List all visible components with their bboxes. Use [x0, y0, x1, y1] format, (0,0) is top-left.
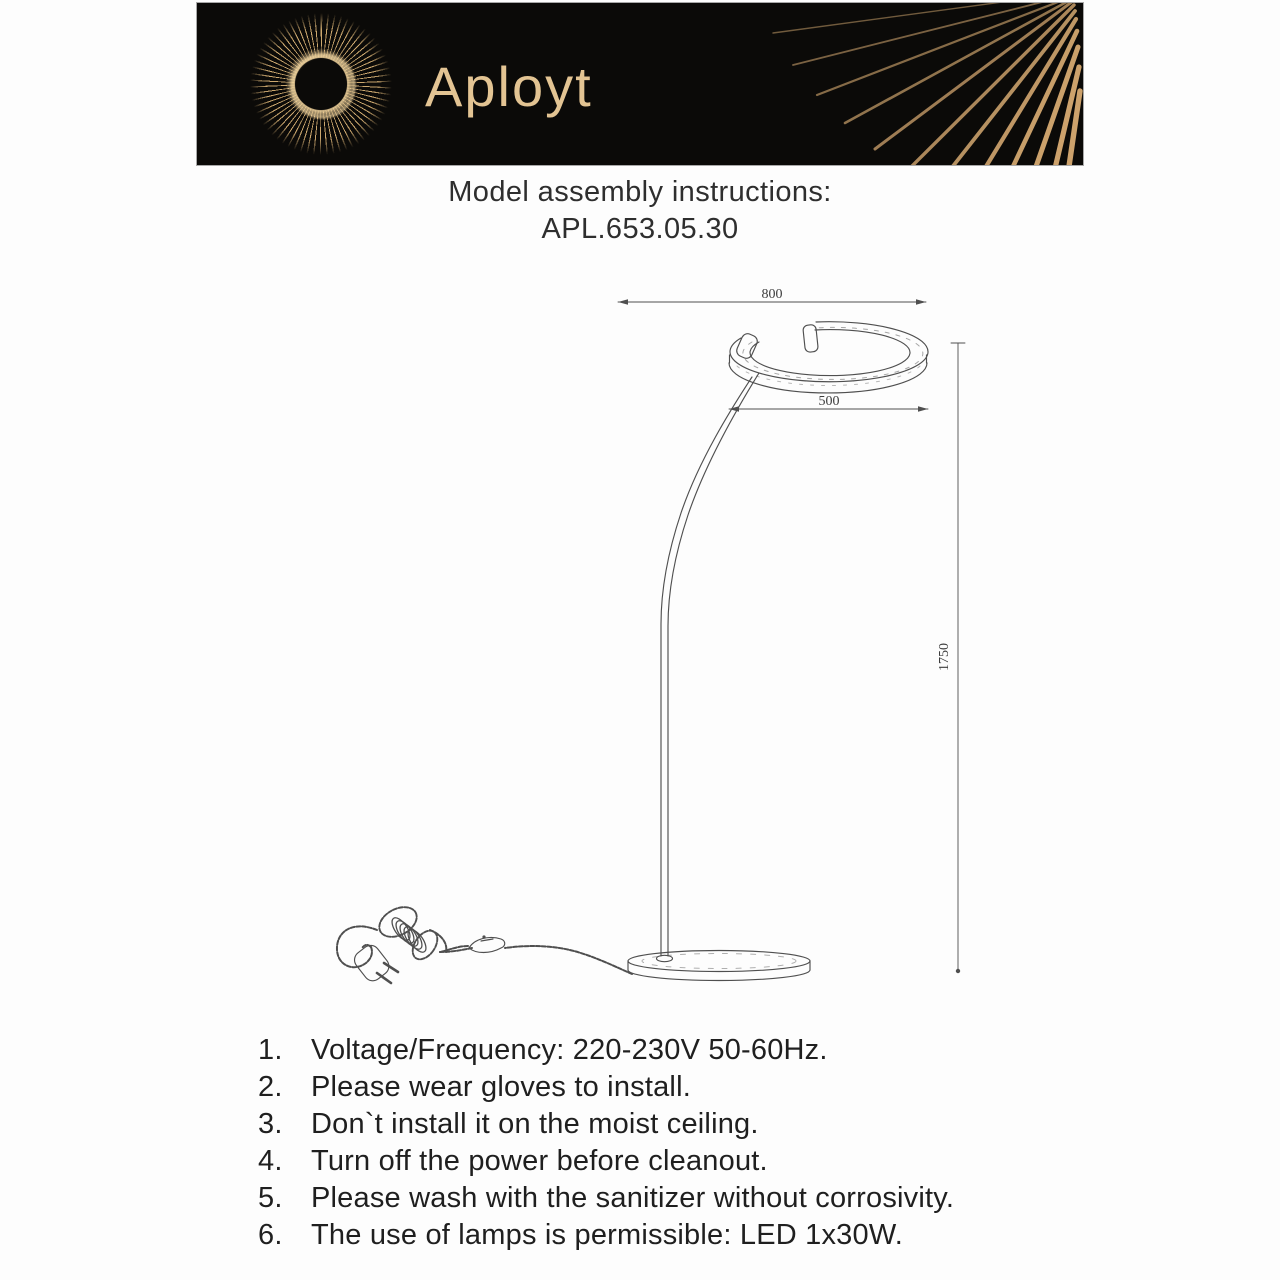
cord-coil	[389, 915, 430, 955]
item-text: Don`t install it on the moist ceiling.	[311, 1108, 759, 1140]
lamp-pole	[661, 373, 759, 956]
brand-banner	[196, 2, 1084, 166]
item-number: 4.	[258, 1145, 283, 1177]
item-text: Please wash with the sanitizer without corrosivity.	[311, 1182, 955, 1214]
item-number: 2.	[258, 1071, 283, 1103]
power-plug	[351, 942, 398, 985]
dim-label-800: 800	[761, 287, 783, 302]
lamp-ring-head	[729, 322, 928, 393]
item-text: The use of lamps is permissible: LED 1x30W.	[311, 1219, 904, 1251]
dimension-height	[937, 343, 965, 973]
list-item	[258, 1217, 1118, 1254]
item-text: Please wear gloves to install.	[311, 1071, 691, 1103]
list-item	[258, 1143, 1118, 1180]
corner-rays-decoration	[753, 3, 1083, 165]
list-item	[258, 1106, 1118, 1143]
page-title-line2: APL.653.05.30	[541, 213, 739, 245]
list-item	[258, 1032, 1118, 1069]
list-item	[258, 1069, 1118, 1106]
inline-switch	[469, 935, 505, 952]
dimension-ring-width	[729, 394, 928, 412]
dim-label-500: 500	[818, 394, 840, 409]
item-text: Turn off the power before cleanout.	[311, 1145, 768, 1177]
sunburst-glow-ring	[291, 54, 355, 118]
page-title	[0, 174, 1280, 248]
page-title-line1: Model assembly instructions:	[448, 176, 832, 208]
item-number: 6.	[258, 1219, 283, 1251]
lamp-base	[628, 951, 810, 981]
item-number: 5.	[258, 1182, 283, 1214]
instructions-list	[258, 1032, 1118, 1254]
dimension-total-width	[618, 287, 926, 305]
item-number: 1.	[258, 1034, 283, 1066]
dim-label-1750: 1750	[937, 643, 952, 671]
lamp-diagram	[320, 278, 980, 1018]
brand-name: Aployt	[425, 55, 593, 118]
list-item	[258, 1180, 1118, 1217]
item-number: 3.	[258, 1108, 283, 1140]
item-text: Voltage/Frequency: 220-230V 50-60Hz.	[311, 1034, 828, 1066]
